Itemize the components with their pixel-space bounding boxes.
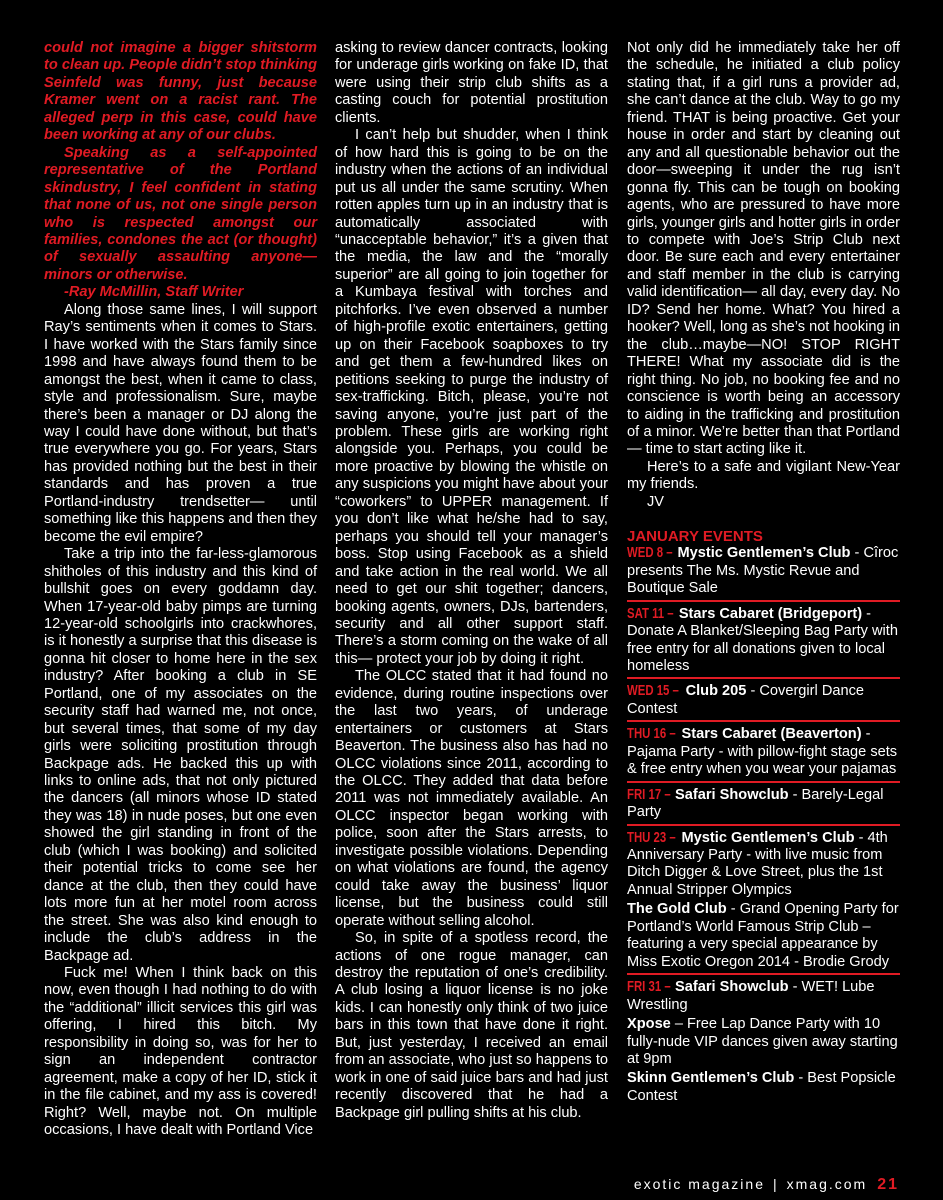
column-3 [627,40,900,1107]
event-day: THU 23 – [627,829,676,846]
event-day: WED 8 – [627,545,673,562]
paragraph: Fuck me! When I think back on this now, even though I had nothing to do with the “additional” illicit services this girl was offering, I hired this bitch. My responsibility in doing so, was for her to sign an independent contractor agreement, make a copy of her ID, stick it in the file cabinet, and my ass is covered! Right? Well, maybe not. On multiple occasions, I have dealt with Portland Vice [44,965,317,1139]
event-venue: Xpose [627,1016,671,1033]
events-heading: JANUARY EVENTS [627,528,763,546]
event-description: – Free Lap Dance Party with 10 fully-nude VIP dances given away starting at 9pm [627,1016,898,1068]
event-item [627,606,900,680]
event-description: - Covergirl Dance Contest [627,683,865,717]
page-footer [634,1176,899,1194]
paragraph: Along those same lines, I will support Ray’s sentiments when it comes to Stars. I have worked with the Stars family since 1998 and have always found them to be amongst the best, when it came to class, style and professionalism. Sure, maybe there’s been a manager or DJ along the way I could have done without, but that’s true everywhere you go. For years, Stars has provided nothing but the best in their standards and has proven a true Portland-industry trendsetter— until something like this happens and then they become the evil empire? [44,301,317,545]
event-venue: Safari Showclub [675,979,789,996]
site-url: xmag.com [786,1176,868,1192]
event-item [627,545,900,601]
event-day: WED 15 – [627,683,679,700]
event-item [627,979,900,1016]
paragraph: Not only did he immediately take her off the schedule, he initiated a club policy stating that, if a girl runs a provider ad, she can’t dance at the club. Way to go my friend. THAT is being proactive. Get your house in order and start by cleaning out any and all questionable behavior out the door—sweeping it under the rug isn’t gonna fly. This can be tough on booking agents, who are pressured to have more girls, younger girls and hotter girls in order to compete with Joe’s Strip Club next door. Be sure each and every entertainer and staff member in the club is carrying valid identification— all day, every day. No ID? Send her home. What? You hired a hooker? Well, long as she’s not hooking in the club…maybe—NO! STOP RIGHT THERE! What my associate did is the right thing. No job, no booking fee and no conscience is worth being an accessory to aiding in the trafficking and prostitution of a minor. We’re better than that Portland— time to start acting like it. [627,40,900,458]
event-venue: Club 205 [685,683,747,700]
event-item [627,787,900,826]
event-item [627,683,900,722]
event-venue: The Gold Club [627,901,727,918]
event-description: - 4th Anniversary Party - with live music from Ditch Digger & Love Street, plus the 1st Annual Stripper Olympics [627,829,888,898]
event-item [627,830,900,902]
signature: -Ray McMillin, Staff Writer [64,284,244,301]
paragraph: Take a trip into the far-less-glamorous shitholes of this industry and this kind of bullshit goes on every goddamn day. When 17-year-old baby pimps are turning 12-year-old schoolgirls into crackwhores, is it honestly a surprise that this disease is gonna hit closer to home here in the sex industry? After booking a club in SE Portland, one of my associates on the security staff had warned me, not once, but several times, that some of my day girls were soliciting prostitution through Backpage ads. He backed this up with links to online ads, that not only pictured the dancers (all minors whose ID stated they was 18) in nude poses, but one even showed the girl standing in front of the club (which I was booking) and solicited their potential tricks to come see her dance at the club, then they could have lots more fun at her motel room across the street. She was also kind enough to include the club’s address in the Backpage ad. [44,546,317,964]
red-paragraph: Speaking as a self-appointed representative of the Portland skindustry, I feel confident in stating that none of us, not one single person who is respected amongst our families, condones the act (or thought) of sexually assaulting anyone— minors or otherwise. [44,144,317,283]
event-item [627,1016,900,1070]
column-1 [44,40,317,1140]
event-venue: Safari Showclub [675,786,789,803]
event-description: - Best Popsicle Contest [627,1070,896,1104]
paragraph: asking to review dancer contracts, looking for underage girls working on fake ID, that were using their strip club shifts as a casting couch for potential prostitution clients. [335,40,608,126]
event-description: - Pajama Party - with pillow-fight stage sets & free entry when you wear your pajamas [627,726,898,778]
paragraph: The OLCC stated that it had found no evidence, during routine inspections over the last two years, of underage entertainers or customers at Stars Beaverton. The business also has had no OLCC violations since 2011, according to the OLCC. They added that data before 2011 was not immediately available. An OLCC inspector began working with police, soon after the Stars arrests, to investigate possible violations. Depending on what violations are found, the agency could take away the business’ liquor license, but the business could still operate without selling alcohol. [335,668,608,929]
paragraph: So, in spite of a spotless record, the actions of one rogue manager, can destroy the reputation of one’s credibility. A club losing a liquor license is no joke kids. I can honestly only think of two juice bars in this town that have done it right. But, just yesterday, I received an email from an associate, who just so happens to work in one of said juice bars and had just recently discovered that he had a Backpage girl pulling shifts at his club. [335,930,608,1121]
event-item [627,901,900,975]
event-day: SAT 11 – [627,605,674,622]
event-item [627,726,900,782]
event-description: - Cîroc presents The Ms. Mystic Revue and Boutique Sale [627,545,899,597]
paragraph: Here’s to a safe and vigilant New-Year my friends. [627,458,900,493]
paragraph: I can’t help but shudder, when I think of how hard this is going to be on the industry when the actions of an individual put us all under the same scrutiny. When rotten apples turn up in an industry that is automatically associated with “unacceptable behavior,” it’s a given that the media, the law and the “morally superior” are all going to join together for a Kumbaya festival with torches and pitchforks. I’ve even observed a number of high-profile exotic entertainers, getting up on their Facebook soapboxes to try and get them a few-hundred likes on petitions seeking to purge the industry of sex-trafficking. Bitch, please, you’re not saving anyone, you’re just part of the problem. These girls are working right alongside you. Perhaps, you could be more proactive by blowing the whistle on any suspicions you might have about your “coworkers” to UPPER management. If you don’t like what he/she had to say, perhaps you should tell your manager’s boss. Stop using Facebook as a shield and take action in the real world. We all need to get our shit together; dancers, booking agents, owners, DJs, bartenders, security and all other support staff. There’s a storm coming on the wake of all this— protect your job by doing it right. [335,127,608,667]
magazine-name: exotic magazine [633,1176,765,1192]
footer-separator: | [772,1176,779,1192]
event-description: - Barely-Legal Party [627,786,884,821]
event-item [627,1070,900,1107]
event-day: FRI 17 – [627,786,671,803]
event-venue: Skinn Gentlemen’s Club [627,1070,795,1087]
event-day: THU 16 – [627,726,676,743]
event-venue: Mystic Gentlemen’s Club [681,829,855,846]
event-description: - WET! Lube Wrestling [627,979,875,1013]
event-venue: Stars Cabaret (Bridgeport) [678,605,863,622]
column-2 [335,40,608,1122]
event-description: - Donate A Blanket/Sleeping Bag Party with free entry for all donations given to local homeless [627,605,898,674]
red-paragraph: could not imagine a bigger shitstorm to clean up. People didn’t stop thinking Seinfeld was funny, just because Kramer went on a racist rant. The alleged perp in this case, could have been working at any of our clubs. [44,40,317,144]
event-venue: Stars Cabaret (Beaverton) [681,726,862,743]
event-day: FRI 31 – [627,979,671,996]
page-number: 21 [877,1176,899,1193]
event-description: - Grand Opening Party for Portland’s World Famous Strip Club – featuring a very special appearance by Miss Exotic Oregon 2014 - Brodie Grody [627,901,899,970]
sign-off: JV [647,493,665,510]
event-venue: Mystic Gentlemen’s Club [677,545,851,562]
